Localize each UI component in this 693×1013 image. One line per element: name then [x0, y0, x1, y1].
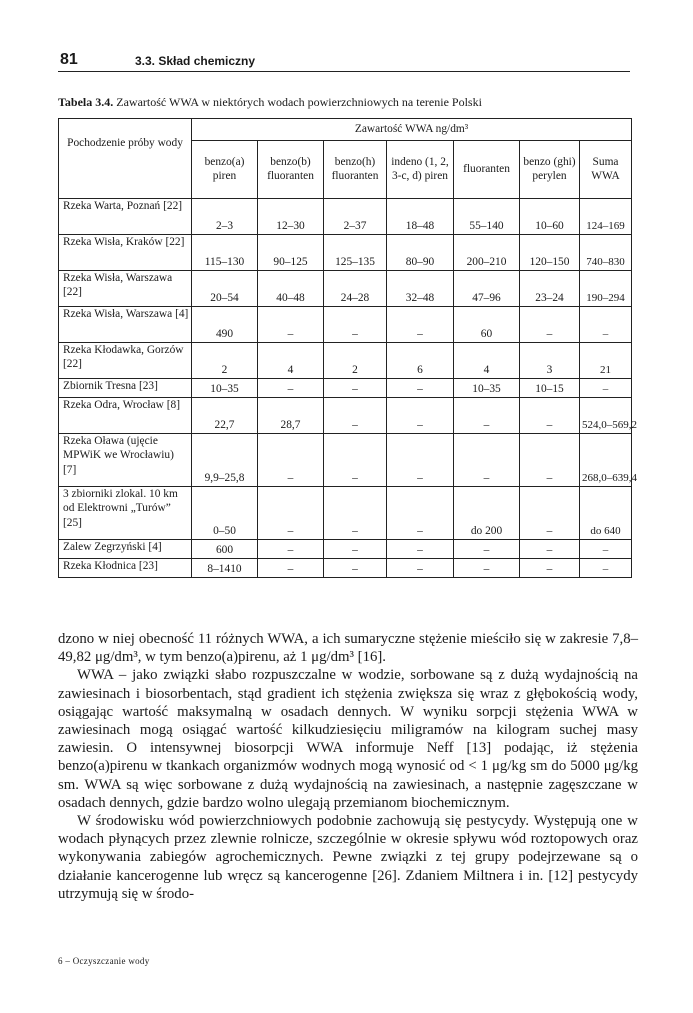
table-cell: 90–125 [258, 235, 324, 271]
column-header: benzo(a) piren [192, 141, 258, 199]
table-cell: – [258, 307, 324, 343]
table-cell: – [258, 379, 324, 398]
page-number: 81 [60, 51, 78, 68]
row-label: Rzeka Wisła, Warszawa [4] [63, 308, 189, 320]
row-origin-cell [59, 559, 192, 578]
row-origin-cell [59, 487, 192, 540]
row-label: Zbiornik Tresna [23] [63, 380, 158, 392]
table-cell: 4 [258, 343, 324, 379]
row-origin-cell [59, 379, 192, 398]
table-cell: 2–3 [192, 199, 258, 235]
table-cell: – [580, 559, 632, 578]
column-header: benzo(b) fluoranten [258, 141, 324, 199]
table-cell: 10–35 [454, 379, 520, 398]
table-cell: – [324, 307, 387, 343]
table-cell: – [387, 434, 454, 487]
table-cell: – [324, 487, 387, 540]
table-cell: – [520, 487, 580, 540]
table-header-row [59, 119, 632, 141]
table-cell: – [520, 434, 580, 487]
table-cell: 18–48 [387, 199, 454, 235]
table-cell: 60 [454, 307, 520, 343]
table-row [59, 559, 632, 578]
table-cell: 10–60 [520, 199, 580, 235]
table-row [59, 307, 632, 343]
table-cell: – [520, 307, 580, 343]
table-cell: – [387, 487, 454, 540]
row-origin-cell [59, 235, 192, 271]
table-cell: 80–90 [387, 235, 454, 271]
column-header: fluoranten [454, 141, 520, 199]
table-cell: 20–54 [192, 271, 258, 307]
table-cell: 124–169 [580, 199, 632, 235]
group-header: Zawartość WWA ng/dm³ [192, 119, 632, 141]
table-cell: – [258, 559, 324, 578]
table-cell: 190–294 [580, 271, 632, 307]
page-footer: 6 – Oczyszczanie wody [58, 956, 150, 966]
table-cell: – [580, 379, 632, 398]
row-label: Rzeka Wisła, Kraków [22] [63, 236, 185, 248]
row-origin-cell [59, 540, 192, 559]
table-cell: – [454, 559, 520, 578]
table-cell: – [387, 398, 454, 434]
table-caption [58, 95, 638, 110]
table-cell: 2 [192, 343, 258, 379]
table-cell: 2–37 [324, 199, 387, 235]
table-cell: 0–50 [192, 487, 258, 540]
table-cell: 55–140 [454, 199, 520, 235]
page-header [58, 49, 630, 72]
table-cell: 490 [192, 307, 258, 343]
table-cell: – [258, 434, 324, 487]
table-cell: – [580, 307, 632, 343]
table-caption-text: Zawartość WWA w niektórych wodach powierzchniowych na terenie Polski [113, 95, 482, 109]
table-cell: 125–135 [324, 235, 387, 271]
wwa-table [58, 118, 637, 578]
row-label: Rzeka Kłodawka, Gorzów [22] [63, 344, 184, 371]
table-cell: 2 [324, 343, 387, 379]
table-cell: – [580, 540, 632, 559]
table-cell: 3 [520, 343, 580, 379]
table-cell: 24–28 [324, 271, 387, 307]
table-cell: – [454, 398, 520, 434]
table-cell: 28,7 [258, 398, 324, 434]
table-row [59, 271, 632, 307]
table-row [59, 540, 632, 559]
table-cell: 21 [580, 343, 632, 379]
body-text [58, 630, 638, 903]
table-body [59, 199, 637, 578]
paragraph: W środowisku wód powierzchniowych podobnie zachowują się pestycydy. Występują one w wodach płynących przez zlewnie rolnicze, szczególnie w okresie spływu wód roztopowych oraz wykonywania zabiegów agrochemicznych. Pewne związki z tej grupy podejrzewane są o działanie kancerogenne lub wręcz są kancerogenne [26]. Zdaniem Miltnera i in. [12] pestycydy utrzymują się w środo- [58, 813, 638, 902]
table-cell: – [387, 307, 454, 343]
table-cell: 600 [192, 540, 258, 559]
table-cell: 12–30 [258, 199, 324, 235]
table-cell: – [454, 540, 520, 559]
paragraph: dzono w niej obecność 11 różnych WWA, a ich sumaryczne stężenie mieściło się w zakresie 7,8–49,82 μg/dm³, w tym benzo(a)pirenu, aż 1 μg/dm³ [16]. [58, 631, 638, 666]
row-label: Rzeka Odra, Wrocław [8] [63, 399, 180, 411]
table-cell: 8–1410 [192, 559, 258, 578]
table-row [59, 379, 632, 398]
table-caption-label: Tabela 3.4. [58, 95, 114, 109]
table-cell: 4 [454, 343, 520, 379]
table-cell: 22,7 [192, 398, 258, 434]
table-cell: – [324, 379, 387, 398]
table-cell: – [520, 398, 580, 434]
paragraph: WWA – jako związki słabo rozpuszczalne w wodzie, sorbowane są z dużą wydajnością na zawiesinach i biosorbentach, stąd gradient ich stężenia zwiększa się wraz z głębokością wody, osiągając wartość maksymalną w osadach dennych. W wyniku sorpcji stężenia WWA w zawiesinach mogą osiągać wartość kilkudziesięciu miligramów na kilogram suchej masy zawiesin. O intensywnej biosorpcji WWA informuje Neff [13] podając, iż stężenia benzo(a)pirenu w tkankach organizmów wodnych mogą wynosić od < 1 μg/kg sm do 5000 μg/kg sm. WWA są więc sorbowane z dużą wydajnością na zawiesinach, a następnie zagęszczane w osadach dennych, gdzie bardzo wolno ulegają przemianom biochemicznym. [58, 667, 638, 811]
row-origin-cell [59, 307, 192, 343]
table-cell: 10–35 [192, 379, 258, 398]
row-origin-cell [59, 434, 192, 487]
origin-header: Pochodzenie próby wody [59, 119, 192, 199]
table-cell: – [520, 540, 580, 559]
table-cell: 40–48 [258, 271, 324, 307]
table-row [59, 343, 632, 379]
table-cell: – [258, 487, 324, 540]
row-label: Rzeka Wisła, Warszawa [22] [63, 272, 173, 299]
table-cell: 120–150 [520, 235, 580, 271]
table-cell: – [387, 540, 454, 559]
column-header: benzo(h) fluoranten [324, 141, 387, 199]
table-cell: 6 [387, 343, 454, 379]
table-cell: 23–24 [520, 271, 580, 307]
table-row [59, 487, 632, 540]
row-label: Rzeka Kłodnica [23] [63, 560, 158, 572]
column-header: Suma WWA [580, 141, 632, 199]
row-label: Zalew Zegrzyński [4] [63, 541, 162, 553]
column-header: benzo (ghi) perylen [520, 141, 580, 199]
row-origin-cell [59, 343, 192, 379]
table-row [59, 398, 632, 434]
row-origin-cell [59, 271, 192, 307]
column-header: indeno (1, 2, 3-c, d) piren [387, 141, 454, 199]
table-cell: 47–96 [454, 271, 520, 307]
table-cell: 115–130 [192, 235, 258, 271]
table-cell: 740–830 [580, 235, 632, 271]
row-label: Rzeka Warta, Poznań [22] [63, 200, 183, 212]
row-label: Rzeka Oława (ujęcie MPWiK we Wrocławiu) [7] [63, 435, 174, 476]
table-cell: 268,0–639,4 [580, 434, 632, 487]
table-row [59, 235, 632, 271]
table-cell: – [454, 434, 520, 487]
table-cell: 32–48 [387, 271, 454, 307]
table-cell: – [520, 559, 580, 578]
table-cell: do 640 [580, 487, 632, 540]
table-cell: – [387, 559, 454, 578]
table-cell: – [324, 434, 387, 487]
table-cell: – [387, 379, 454, 398]
table-cell: 10–15 [520, 379, 580, 398]
table-row [59, 434, 632, 487]
table-cell: – [324, 559, 387, 578]
row-origin-cell [59, 199, 192, 235]
table-cell: 200–210 [454, 235, 520, 271]
table-cell: – [324, 398, 387, 434]
table-cell: do 200 [454, 487, 520, 540]
table-row [59, 199, 632, 235]
table-cell: – [258, 540, 324, 559]
running-head: 3.3. Skład chemiczny [135, 54, 256, 68]
row-origin-cell [59, 398, 192, 434]
table-cell: 9,9–25,8 [192, 434, 258, 487]
row-label: 3 zbiorniki zlokal. 10 km od Elektrowni „Turów” [25] [63, 488, 178, 529]
table-cell: 524,0–569,2 [580, 398, 632, 434]
table-cell: – [324, 540, 387, 559]
